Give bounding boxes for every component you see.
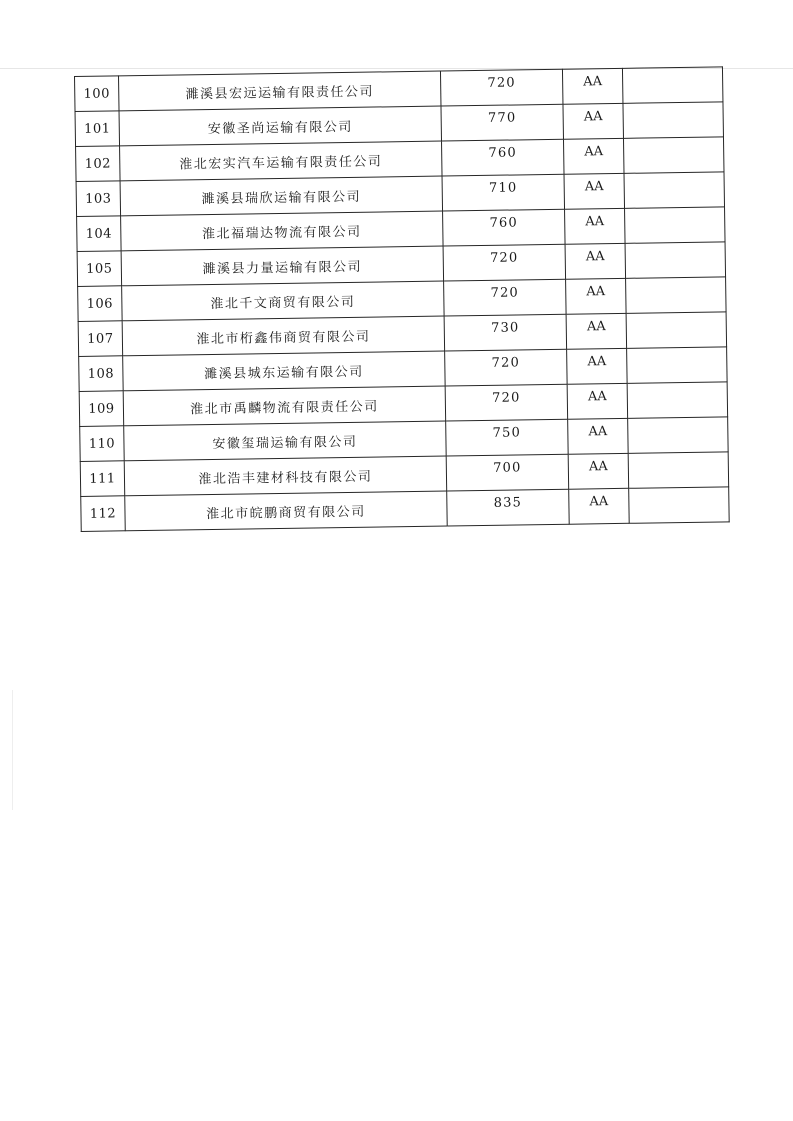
credit-rating-cell bbox=[566, 278, 627, 314]
row-index-cell bbox=[80, 426, 125, 462]
company-name-text: 安徽玺瑞运输有限公司 bbox=[212, 434, 358, 452]
row-index-text: 104 bbox=[85, 225, 113, 242]
credit-score-text: 770 bbox=[487, 109, 517, 126]
credit-score-cell bbox=[443, 244, 566, 281]
row-index-text: 102 bbox=[84, 155, 112, 172]
row-index-text: 109 bbox=[88, 400, 115, 417]
company-name-cell bbox=[122, 281, 444, 321]
credit-score-cell bbox=[440, 69, 563, 106]
company-name-cell bbox=[121, 211, 443, 251]
credit-score-cell bbox=[442, 174, 565, 211]
row-index-cell bbox=[75, 111, 120, 147]
row-index-cell bbox=[78, 286, 123, 322]
credit-score-text: 730 bbox=[490, 319, 520, 336]
company-name-cell bbox=[119, 71, 441, 111]
company-name-text: 淮北市桁鑫伟商贸有限公司 bbox=[196, 329, 371, 347]
credit-rating-text: AA bbox=[588, 458, 608, 474]
row-index-text: 101 bbox=[84, 120, 111, 137]
credit-score-cell bbox=[443, 209, 566, 246]
credit-rating-text: AA bbox=[583, 108, 603, 124]
row-index-cell bbox=[80, 461, 125, 497]
row-index-cell bbox=[78, 321, 123, 357]
note-cell bbox=[623, 137, 724, 173]
note-cell bbox=[626, 312, 727, 348]
credit-score-text: 720 bbox=[487, 74, 516, 91]
note-cell bbox=[628, 452, 729, 488]
credit-rating-cell bbox=[567, 383, 628, 419]
row-index-text: 105 bbox=[86, 260, 113, 277]
credit-rating-text: AA bbox=[584, 143, 604, 159]
note-cell bbox=[628, 417, 729, 453]
credit-rating-cell bbox=[564, 173, 625, 209]
credit-rating-cell bbox=[565, 243, 626, 279]
company-name-text: 濉溪县力量运输有限公司 bbox=[202, 259, 363, 277]
credit-score-cell bbox=[445, 349, 568, 386]
credit-score-cell bbox=[447, 489, 570, 526]
company-name-text: 淮北浩丰建材科技有限公司 bbox=[198, 469, 373, 487]
company-name-cell bbox=[120, 176, 442, 216]
note-cell bbox=[625, 207, 726, 243]
credit-rating-table bbox=[74, 66, 730, 532]
credit-rating-cell bbox=[568, 418, 629, 454]
company-name-cell bbox=[124, 421, 446, 461]
row-index-cell bbox=[75, 76, 120, 112]
company-name-text: 濉溪县宏远运输有限责任公司 bbox=[185, 84, 375, 102]
company-name-cell bbox=[125, 491, 447, 531]
note-cell bbox=[629, 487, 730, 523]
credit-rating-text: AA bbox=[587, 388, 607, 404]
credit-rating-text: AA bbox=[586, 318, 606, 334]
note-cell bbox=[624, 172, 725, 208]
company-name-cell bbox=[120, 141, 442, 181]
credit-score-text: 750 bbox=[492, 424, 522, 441]
row-index-text: 111 bbox=[89, 470, 116, 487]
company-name-cell bbox=[122, 316, 444, 356]
credit-score-cell bbox=[446, 454, 569, 491]
credit-rating-text: AA bbox=[583, 73, 603, 89]
credit-rating-cell bbox=[565, 208, 626, 244]
credit-score-cell bbox=[441, 104, 564, 141]
credit-score-text: 760 bbox=[488, 144, 517, 161]
row-index-cell bbox=[77, 216, 122, 252]
credit-rating-text: AA bbox=[586, 283, 606, 299]
row-index-cell bbox=[76, 181, 121, 217]
credit-rating-cell bbox=[569, 488, 630, 524]
credit-score-text: 835 bbox=[493, 494, 523, 511]
credit-rating-cell bbox=[568, 453, 629, 489]
scan-edge-mark bbox=[12, 690, 13, 810]
row-index-cell bbox=[77, 251, 122, 287]
row-index-cell bbox=[79, 391, 124, 427]
row-index-cell bbox=[81, 496, 126, 532]
note-cell bbox=[627, 382, 728, 418]
row-index-text: 107 bbox=[87, 330, 114, 347]
credit-score-cell bbox=[445, 384, 568, 421]
note-cell bbox=[625, 242, 726, 278]
credit-rating-cell bbox=[562, 68, 623, 104]
credit-rating-text: AA bbox=[585, 213, 605, 229]
credit-score-text: 710 bbox=[488, 179, 518, 196]
credit-score-text: 700 bbox=[493, 459, 522, 476]
row-index-text: 110 bbox=[88, 435, 116, 452]
credit-score-text: 720 bbox=[489, 249, 519, 266]
company-name-cell bbox=[119, 106, 441, 146]
table-container bbox=[74, 66, 729, 532]
credit-score-cell bbox=[446, 419, 569, 456]
row-index-text: 100 bbox=[83, 85, 111, 102]
note-cell bbox=[627, 347, 728, 383]
company-name-text: 淮北市禹麟物流有限责任公司 bbox=[190, 399, 379, 417]
row-index-text: 103 bbox=[85, 190, 112, 207]
company-name-text: 安徽圣尚运输有限公司 bbox=[207, 119, 353, 137]
company-name-cell bbox=[123, 386, 445, 426]
credit-rating-text: AA bbox=[584, 178, 604, 194]
row-index-cell bbox=[79, 356, 124, 392]
credit-rating-cell bbox=[566, 313, 627, 349]
company-name-cell bbox=[123, 351, 445, 391]
company-name-cell bbox=[124, 456, 446, 496]
credit-score-cell bbox=[444, 279, 567, 316]
credit-score-cell bbox=[442, 139, 565, 176]
credit-score-text: 760 bbox=[489, 214, 519, 231]
company-name-cell bbox=[121, 246, 443, 286]
company-name-text: 濉溪县瑞欣运输有限公司 bbox=[201, 189, 362, 207]
row-index-text: 106 bbox=[86, 295, 114, 312]
credit-rating-text: AA bbox=[589, 493, 609, 509]
company-name-text: 淮北宏实汽车运输有限责任公司 bbox=[179, 153, 383, 172]
row-index-cell bbox=[76, 146, 121, 182]
company-name-text: 淮北福瑞达物流有限公司 bbox=[201, 224, 362, 242]
row-index-text: 112 bbox=[89, 505, 117, 522]
note-cell bbox=[622, 67, 723, 103]
credit-score-text: 720 bbox=[490, 284, 520, 301]
credit-score-cell bbox=[444, 314, 567, 351]
note-cell bbox=[623, 102, 724, 138]
company-name-text: 濉溪县城东运输有限公司 bbox=[204, 364, 364, 382]
credit-rating-cell bbox=[563, 103, 624, 139]
note-cell bbox=[626, 277, 727, 313]
company-name-text: 淮北市皖鹏商贸有限公司 bbox=[206, 504, 366, 522]
credit-score-text: 720 bbox=[491, 354, 521, 371]
credit-rating-text: AA bbox=[587, 353, 607, 369]
table-body bbox=[75, 67, 730, 532]
credit-rating-text: AA bbox=[588, 423, 608, 439]
credit-rating-cell bbox=[563, 138, 624, 174]
credit-rating-cell bbox=[567, 348, 628, 384]
credit-score-text: 720 bbox=[491, 389, 521, 406]
company-name-text: 淮北千文商贸有限公司 bbox=[210, 294, 356, 312]
row-index-text: 108 bbox=[87, 365, 115, 382]
credit-rating-text: AA bbox=[585, 248, 605, 264]
